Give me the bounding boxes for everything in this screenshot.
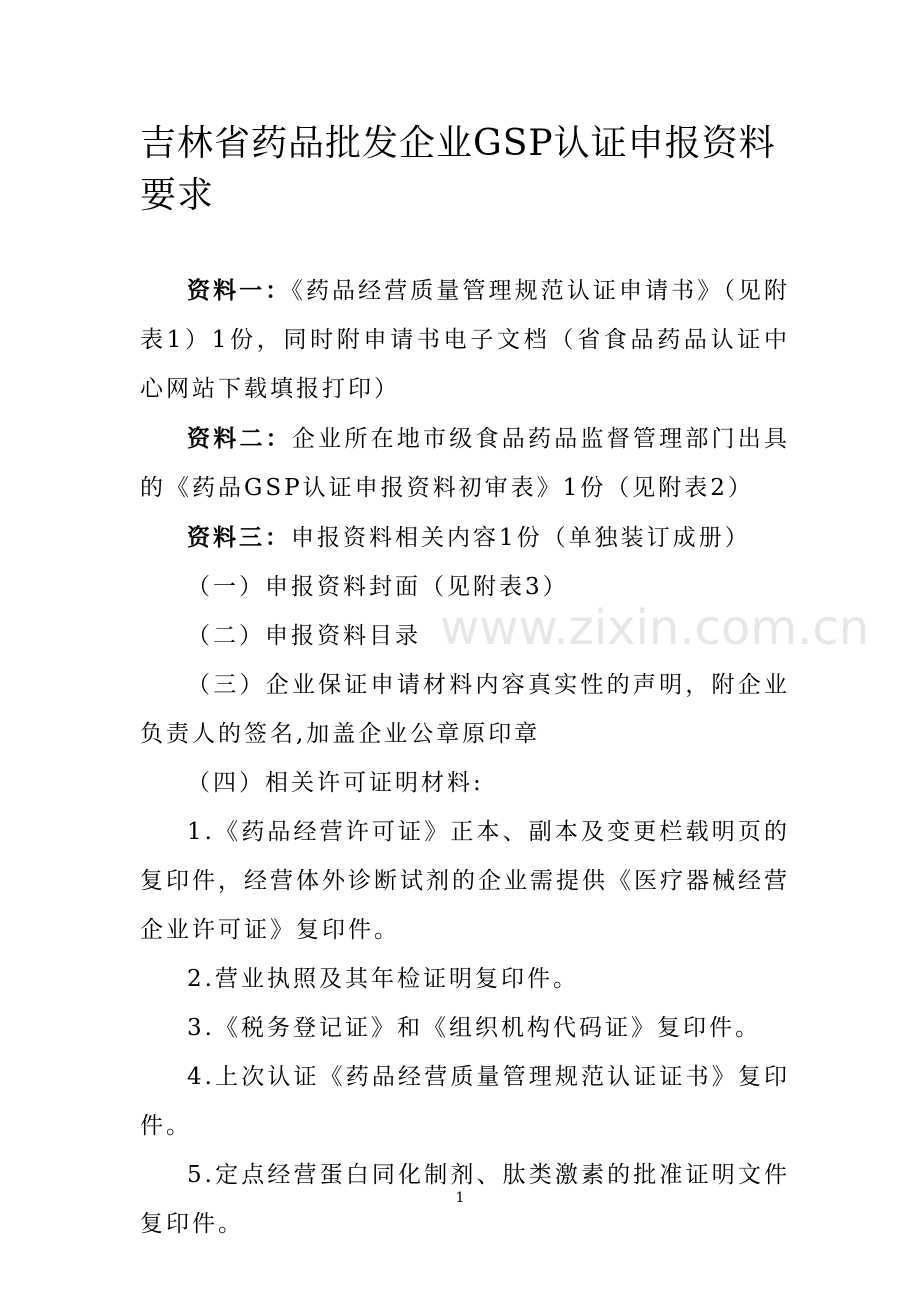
paragraph-text: 企业所在地市级食品药品监督管理部门出具的《药品GSP认证申报资料初审表》1份（见附表2） [140, 426, 791, 501]
paragraph-label: 资料一： [187, 277, 292, 304]
paragraph-item-4 [140, 759, 790, 808]
paragraph-subitem-3 [140, 1004, 790, 1053]
paragraph-material-3 [140, 513, 790, 563]
paragraph-text: （二）申报资料目录 [187, 623, 421, 649]
paragraph-material-1 [140, 266, 790, 414]
paragraph-text: （三）企业保证申请材料内容真实性的声明，附企业负责人的签名,加盖企业公章原印章 [140, 672, 790, 747]
paragraph-subitem-1 [140, 808, 790, 955]
paragraph-material-2 [140, 414, 790, 513]
paragraph-text: 1.《药品经营许可证》正本、副本及变更栏载明页的复印件，经营体外诊断试剂的企业需提供《医疗器械经营企业许可证》复印件。 [140, 819, 790, 943]
paragraph-subitem-2 [140, 955, 790, 1004]
paragraph-text: （一）申报资料封面（见附表3） [187, 574, 569, 600]
paragraph-text: 4.上次认证《药品经营质量管理规范认证证书》复印件。 [140, 1064, 790, 1139]
paragraph-item-3 [140, 661, 790, 759]
document-title: 吉林省药品批发企业GSP认证申报资料要求 [140, 123, 776, 216]
paragraph-text: 5.定点经营蛋白同化制剂、肽类激素的批准证明文件复印件。 [140, 1162, 790, 1237]
paragraph-text: 《药品经营质量管理规范认证申请书》（见附表1）1份，同时附申请书电子文档（省食品药品认证中心网站下载填报打印） [140, 278, 791, 402]
paragraph-text: 3.《税务登记证》和《组织机构代码证》复印件。 [187, 1015, 761, 1041]
paragraph-text: 2.营业执照及其年检证明复印件。 [187, 966, 579, 992]
paragraph-label: 资料二： [187, 425, 292, 452]
document-body [140, 266, 790, 1249]
paragraph-label: 资料三： [187, 524, 291, 551]
paragraph-text: （四）相关许可证明材料: [187, 770, 484, 796]
paragraph-subitem-4 [140, 1053, 790, 1151]
watermark: www.zixin.com.cn [440, 600, 870, 656]
page-number: 1 [455, 1190, 465, 1206]
paragraph-text: 申报资料相关内容1份（单独装订成册） [291, 525, 751, 551]
